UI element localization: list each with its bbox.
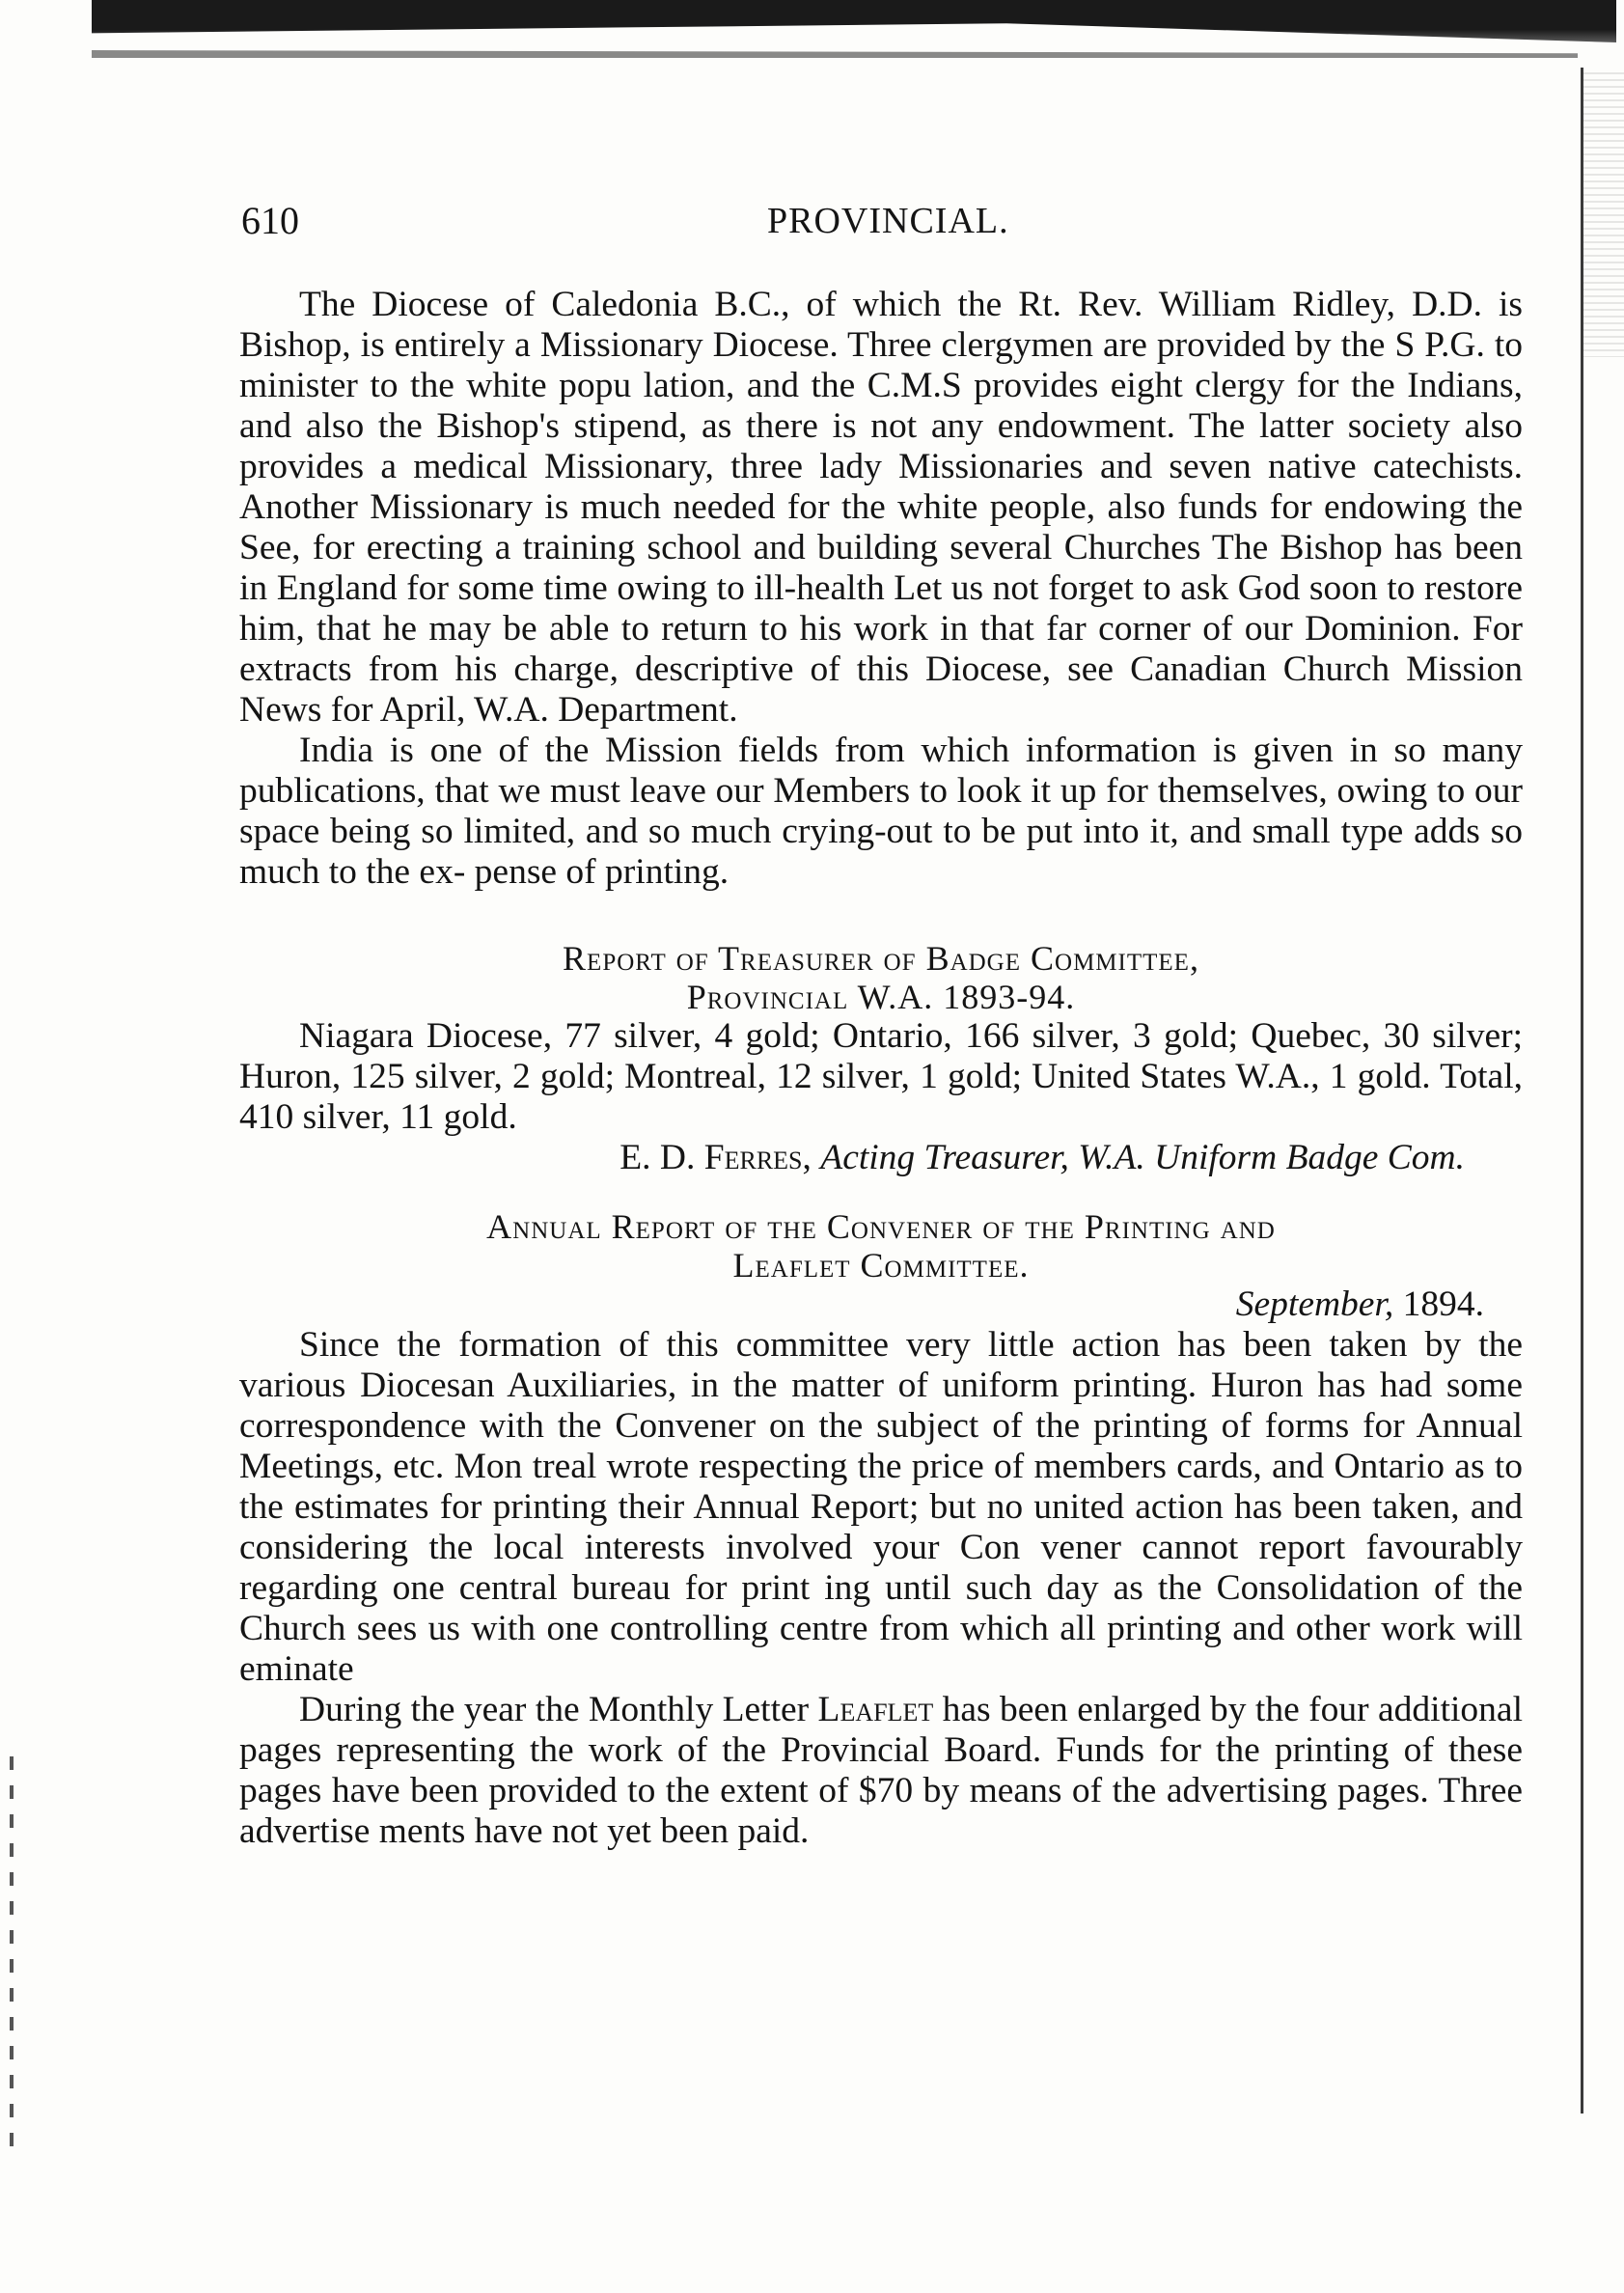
page-header <box>241 198 1447 256</box>
badge-report-heading-line2: Provincial W.A. 1893-94. <box>686 978 1076 1016</box>
badge-report-heading <box>239 939 1523 1016</box>
dateline-month: September, <box>1235 1285 1394 1324</box>
signature-title: Acting Treasurer, W.A. Uniform Badge Com. <box>820 1138 1465 1177</box>
badge-report-paragraph: Niagara Diocese, 77 silver, 4 gold; Ontario, 166 silver, 3 gold; Quebec, 30 silver; Huron, 125 silver, 2 gold; Montreal, 12 silver, 1 gold; United States W.A., 1 gold. Total, 410 silver, 11 gold. <box>239 1016 1523 1137</box>
top-scan-border-secondary <box>92 50 1578 58</box>
signature-name: E. D. Ferres, <box>619 1138 812 1177</box>
caledonia-paragraph: The Diocese of Caledonia B.C., of which the Rt. Rev. William Ridley, D.D. is Bishop, is entirely a Missionary Diocese. Three clergymen are provided by the S P.G. to minister to the white popu lation, and the C.M.S provides eight clergy for the Indians, and also the Bishop's stipend, as there is not any endowment. The latter society also provides a medical Missionary, three lady Missionaries and seven native catechists. Another Missionary is much needed for the white people, also funds for endowing the See, for erecting a training school and building several Churches The Bishop has been in England for some time owing to ill-health Let us not forget to ask God soon to restore him, that he may be able to return to his work in that far corner of our Dominion. For extracts from his charge, descriptive of this Diocese, see Canadian Church Mission News for April, W.A. Department. <box>239 285 1523 730</box>
paragraph2-start: During the year the Monthly Letter <box>299 1690 810 1729</box>
printing-report-paragraph-2 <box>239 1690 1523 1852</box>
leaflet-title: Leaflet <box>817 1690 934 1729</box>
dateline-year: 1894. <box>1402 1285 1484 1324</box>
page-body <box>239 285 1523 1852</box>
paragraph2-rest: has been enlarged by the four additional pages representing the work of the Provincial Board. Funds for the printing of these pages have been provided to the extent of $70 by means of the advertising pages. Three advertise ments have not yet been paid. <box>239 1690 1523 1851</box>
badge-report-signature <box>239 1138 1523 1178</box>
left-page-edge <box>10 1756 14 2162</box>
printing-report-heading-line2: Leaflet Committee. <box>732 1246 1030 1285</box>
india-paragraph: India is one of the Mission fields from which information is given in so many publications, that we must leave our Members to look it up for themselves, owing to our space being so limited, and so much crying-out to be put into it, and small type adds so much to the ex- pense of printing. <box>239 731 1523 892</box>
printing-report-heading <box>239 1207 1523 1285</box>
running-head: PROVINCIAL. <box>767 201 1009 241</box>
section-spacer <box>239 1178 1523 1207</box>
top-scan-border <box>92 0 1616 42</box>
page-number: 610 <box>241 199 299 242</box>
right-page-edge <box>1581 68 1624 2113</box>
printing-report-heading-line1: Annual Report of the Convener of the Printing and <box>486 1207 1276 1246</box>
badge-report-heading-line1: Report of Treasurer of Badge Committee, <box>563 939 1199 978</box>
section-spacer <box>239 893 1523 939</box>
report-dateline <box>239 1285 1523 1325</box>
printing-report-paragraph-1: Since the formation of this committee very little action has been taken by the various Diocesan Auxiliaries, in the matter of uniform printing. Huron has had some correspondence with the Convener on the subject of the printing of forms for Annual Meetings, etc. Mon treal wrote respecting the price of members cards, and Ontario as to the estimates for printing their Annual Report; but no united action has been taken, and considering the local interests involved your Con vener cannot report favourably regarding one central bureau for print ing until such day as the Consolidation of the Church sees us with one controlling centre from which all printing and other work will eminate <box>239 1325 1523 1689</box>
